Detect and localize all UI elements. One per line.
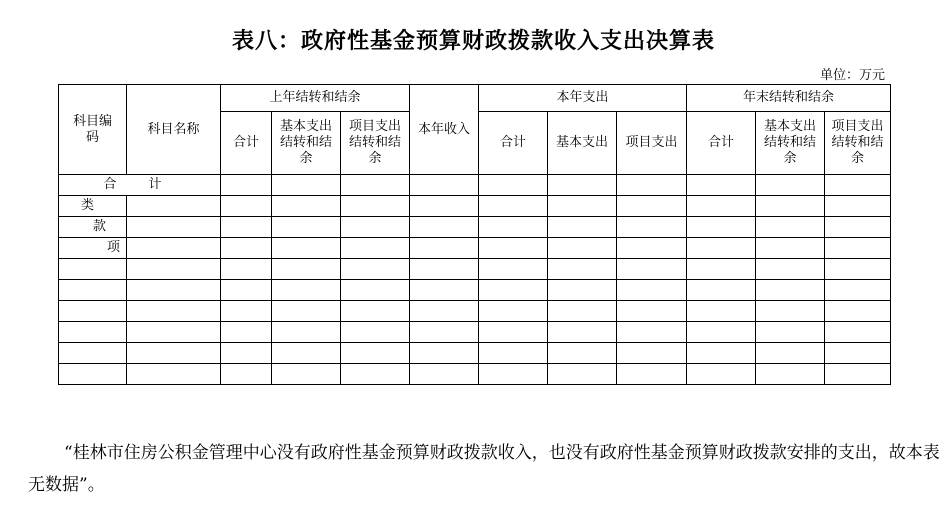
page-title: 表八：政府性基金预算财政拨款收入支出决算表 <box>231 28 715 54</box>
table-cell <box>617 238 687 259</box>
table-cell <box>687 322 756 343</box>
table-cell <box>272 217 341 238</box>
header-prev-balance: 上年结转和结余 <box>221 85 410 112</box>
table-cell <box>548 259 617 280</box>
table-cell <box>617 301 687 322</box>
header-income-label: 本年收入 <box>418 121 471 137</box>
table-cell <box>825 343 891 364</box>
table-cell <box>127 280 221 301</box>
table-cell <box>756 196 825 217</box>
table-cell <box>127 259 221 280</box>
table-cell <box>341 322 410 343</box>
table-cell <box>272 175 341 196</box>
header-prev-basic-label: 基本支出结转和结余 <box>280 119 333 166</box>
header-exp-basic-label: 基本支出 <box>556 135 609 150</box>
table-cell <box>479 280 548 301</box>
table-cell <box>410 217 479 238</box>
budget-table <box>58 84 891 385</box>
table-cell <box>617 259 687 280</box>
table-cell <box>341 238 410 259</box>
table-cell <box>272 280 341 301</box>
table-cell <box>127 301 221 322</box>
table-cell <box>410 175 479 196</box>
row-xiang-label: 项 <box>59 238 127 259</box>
table-row-empty <box>59 322 891 343</box>
table-row-xiang <box>59 238 891 259</box>
table-cell <box>617 322 687 343</box>
table-cell <box>617 196 687 217</box>
header-prev-project-label: 项目支出结转和结余 <box>349 119 402 166</box>
table-cell <box>479 175 548 196</box>
table-cell <box>221 343 272 364</box>
table-cell <box>59 322 127 343</box>
table-cell <box>687 280 756 301</box>
header-end-balance: 年末结转和结余 <box>687 85 891 112</box>
table-cell <box>479 364 548 385</box>
table-cell <box>756 217 825 238</box>
table-cell <box>341 301 410 322</box>
table-cell <box>479 238 548 259</box>
table-cell <box>687 196 756 217</box>
header-exp-basic <box>548 112 617 175</box>
header-end-total: 合计 <box>687 112 756 175</box>
table-cell <box>341 175 410 196</box>
table-cell <box>272 196 341 217</box>
table-cell <box>272 238 341 259</box>
table-row-kuan <box>59 217 891 238</box>
header-exp-project-label: 项目支出 <box>625 135 678 150</box>
table-cell <box>617 217 687 238</box>
table-cell <box>548 238 617 259</box>
table-cell <box>687 259 756 280</box>
header-end-project <box>825 112 891 175</box>
table-cell <box>341 259 410 280</box>
header-code-label: 科目编码 <box>72 113 112 145</box>
table-cell <box>756 175 825 196</box>
table-cell <box>548 217 617 238</box>
table-cell <box>825 301 891 322</box>
table-cell <box>221 175 272 196</box>
row-lei-label: 类 <box>59 196 127 217</box>
table-cell <box>272 343 341 364</box>
table-cell <box>341 343 410 364</box>
table-cell <box>825 259 891 280</box>
table-cell <box>548 343 617 364</box>
table-cell <box>410 238 479 259</box>
table-cell <box>617 343 687 364</box>
table-cell <box>617 280 687 301</box>
table-cell <box>687 343 756 364</box>
table-cell <box>825 217 891 238</box>
table-cell <box>479 301 548 322</box>
table-cell <box>825 238 891 259</box>
note-text: “桂林市住房公积金管理中心没有政府性基金预算财政拨款收入，也没有政府性基金预算财政拨款安排的支出，故本表无数据”。 <box>28 443 940 495</box>
table-cell <box>59 259 127 280</box>
table-cell <box>548 364 617 385</box>
table-cell <box>410 280 479 301</box>
header-prev-total: 合计 <box>221 112 272 175</box>
table-cell <box>687 301 756 322</box>
header-end-basic <box>756 112 825 175</box>
table-cell <box>221 217 272 238</box>
table-cell <box>410 364 479 385</box>
table-cell <box>221 196 272 217</box>
table-cell <box>548 301 617 322</box>
table-cell <box>687 217 756 238</box>
table-cell <box>221 301 272 322</box>
header-prev-project <box>341 112 410 175</box>
header-name: 科目名称 <box>127 85 221 175</box>
table-row-empty <box>59 364 891 385</box>
table-cell <box>825 175 891 196</box>
table-cell <box>341 364 410 385</box>
header-end-basic-label: 基本支出结转和结余 <box>764 119 817 166</box>
table-cell <box>617 364 687 385</box>
header-exp-project <box>617 112 687 175</box>
table-cell <box>410 196 479 217</box>
table-cell <box>825 322 891 343</box>
table-cell <box>617 175 687 196</box>
table-cell <box>127 364 221 385</box>
table-cell <box>221 238 272 259</box>
table-cell <box>548 196 617 217</box>
table-cell <box>756 238 825 259</box>
table-cell <box>687 175 756 196</box>
table-cell <box>410 259 479 280</box>
table-cell <box>756 343 825 364</box>
table-cell <box>825 280 891 301</box>
table-cell <box>548 280 617 301</box>
table-cell <box>548 175 617 196</box>
table-cell <box>59 280 127 301</box>
header-row-1 <box>59 85 891 112</box>
table-cell <box>341 280 410 301</box>
row-kuan-label: 款 <box>59 217 127 238</box>
table-cell <box>221 364 272 385</box>
header-expenditure: 本年支出 <box>479 85 687 112</box>
table-cell <box>410 301 479 322</box>
table-cell <box>479 343 548 364</box>
table-cell <box>221 322 272 343</box>
table-cell <box>127 343 221 364</box>
table-row-empty <box>59 280 891 301</box>
table-cell <box>687 238 756 259</box>
table-cell <box>272 301 341 322</box>
table-cell <box>479 196 548 217</box>
header-exp-total: 合计 <box>479 112 548 175</box>
row-total-label: 合 计 <box>59 175 221 196</box>
table-row-empty <box>59 343 891 364</box>
table-cell <box>272 259 341 280</box>
table-cell <box>127 217 221 238</box>
table-cell <box>756 322 825 343</box>
table-cell <box>479 217 548 238</box>
table-cell <box>127 238 221 259</box>
table-cell <box>59 301 127 322</box>
table-cell <box>59 364 127 385</box>
unit-label: 单位：万元 <box>819 68 885 83</box>
table-cell <box>59 343 127 364</box>
table-cell <box>410 343 479 364</box>
table-cell <box>221 280 272 301</box>
table-cell <box>825 364 891 385</box>
table-cell <box>127 196 221 217</box>
table-cell <box>479 259 548 280</box>
header-code <box>59 85 127 175</box>
table-row-empty <box>59 301 891 322</box>
table-cell <box>272 364 341 385</box>
header-prev-basic <box>272 112 341 175</box>
table-cell <box>548 322 617 343</box>
table-cell <box>687 364 756 385</box>
table-cell <box>221 259 272 280</box>
table-cell <box>127 322 221 343</box>
table-cell <box>272 322 341 343</box>
table-cell <box>756 259 825 280</box>
table-row-empty <box>59 259 891 280</box>
table-cell <box>410 322 479 343</box>
table-cell <box>756 364 825 385</box>
table-cell <box>825 196 891 217</box>
table-cell <box>479 322 548 343</box>
table-cell <box>756 280 825 301</box>
table-cell <box>341 217 410 238</box>
header-income <box>410 85 479 175</box>
table-cell <box>341 196 410 217</box>
header-end-project-label: 项目支出结转和结余 <box>831 119 884 166</box>
table-row-total <box>59 175 891 196</box>
table-row-lei <box>59 196 891 217</box>
table-cell <box>756 301 825 322</box>
